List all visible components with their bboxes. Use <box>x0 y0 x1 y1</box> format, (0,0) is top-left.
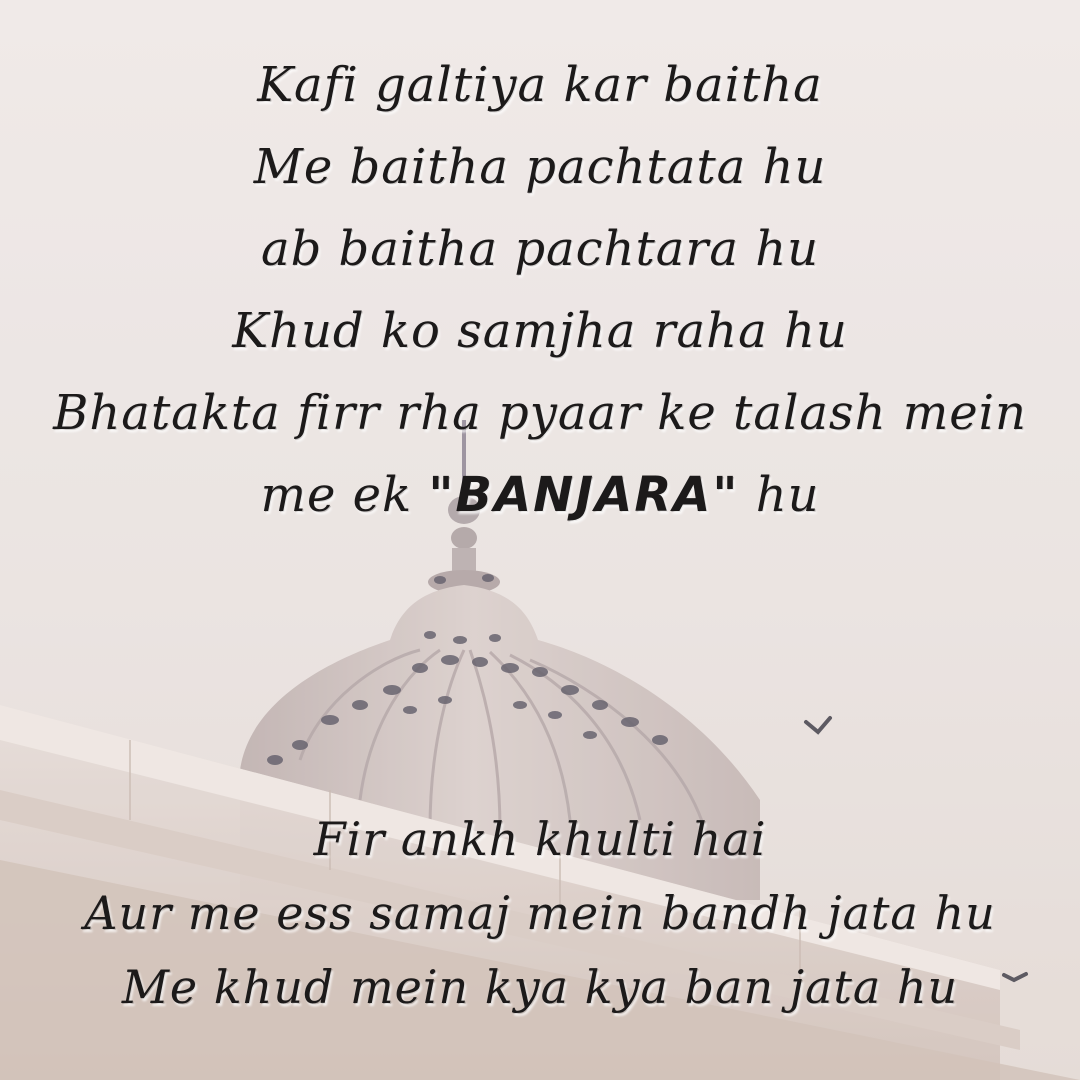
poem-line: Khud ko samjha raha hu <box>232 303 848 359</box>
poem-line-prefix: me ek <box>260 467 429 523</box>
poem-line-banjara <box>0 454 1080 536</box>
poem-line: Kafi galtiya kar baitha <box>257 57 823 113</box>
poem-line-suffix: hu <box>739 467 820 523</box>
poem-line: Aur me ess samaj mein bandh jata hu <box>84 886 996 940</box>
poem-line: Me baitha pachtata hu <box>253 139 827 195</box>
poem-stanza-bottom <box>0 802 1080 1024</box>
poem-stanza-top <box>0 44 1080 536</box>
poem-line: Fir ankh khulti hai <box>313 812 767 866</box>
poem-line: Bhatakta firr rha pyaar ke talash mein <box>53 385 1027 441</box>
banjara-emphasis: "BANJARA" <box>428 467 740 523</box>
poem-line: Me khud mein kya kya ban jata hu <box>121 960 959 1014</box>
poem-line: ab baitha pachtara hu <box>260 221 820 277</box>
